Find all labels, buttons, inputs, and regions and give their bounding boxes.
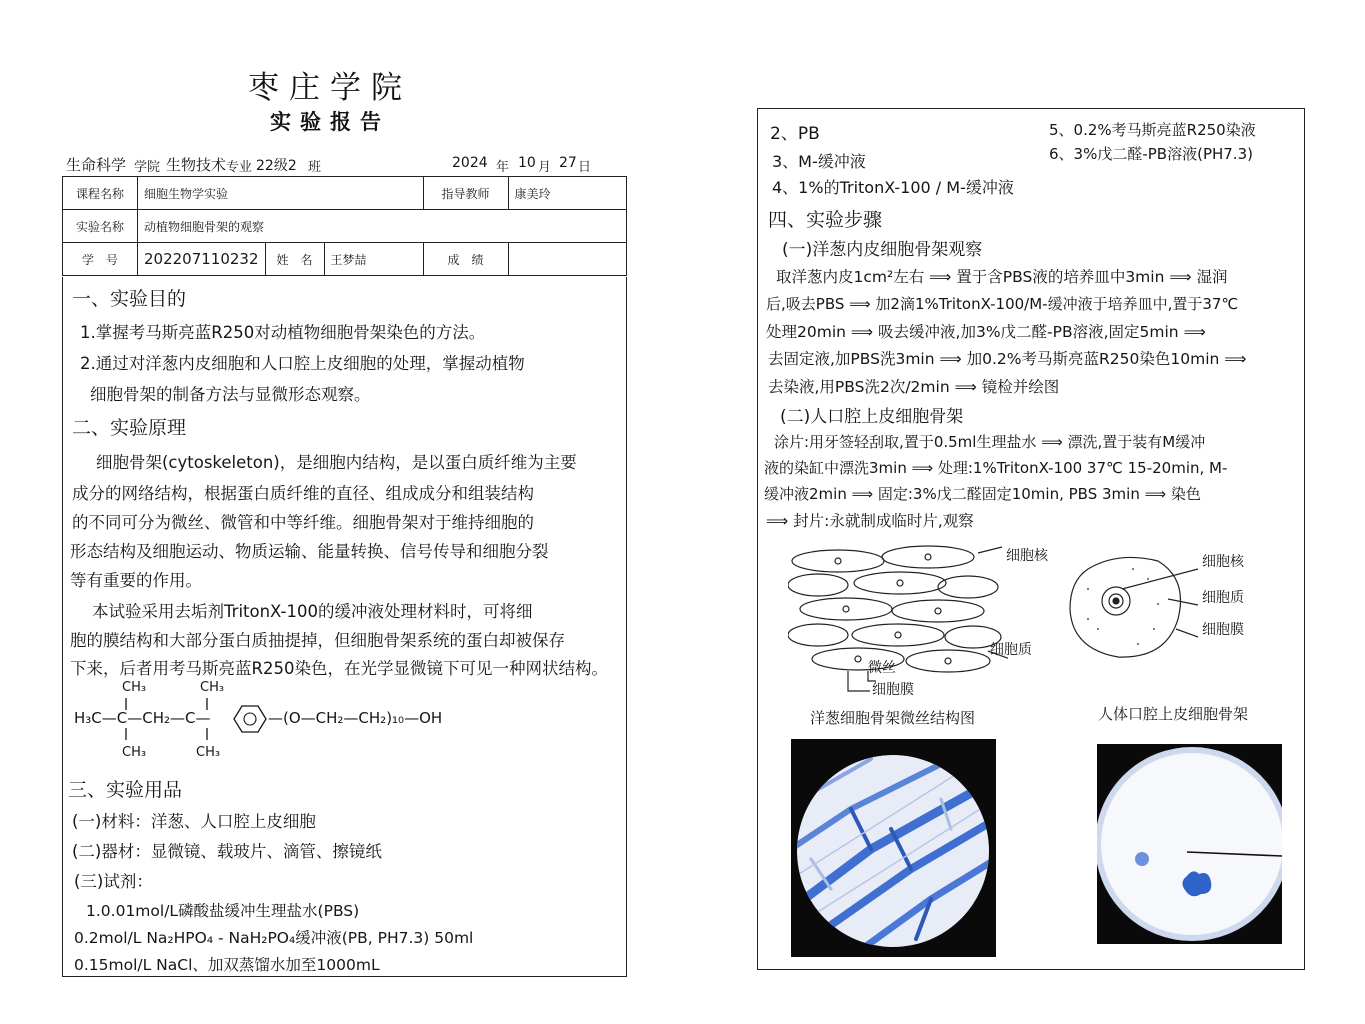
text-line: (二)器材：显微镜、载玻片、滴管、擦镜纸 [72,842,382,861]
caption-onion: 洋葱细胞骨架微丝结构图 [810,709,976,727]
text-line: 等有重要的作用。 [70,571,202,590]
report-meta [66,154,626,176]
month-value: 10 [518,155,536,171]
label-membrane-right: 细胞膜 [1202,622,1244,638]
step-line: 处理20min ⟹ 吸去缓冲液,加3%戊二醛-PB溶液,固定5min ⟹ [766,323,1206,341]
score-label: 成 绩 [423,243,508,276]
right-report-page [757,108,1305,970]
reagent-line: 6、3%戊二醛-PB溶液(PH7.3) [1049,145,1253,163]
text-line: (三)试剂： [74,872,153,891]
step-line: ⟹ 封片:永就制成临时片,观察 [766,512,974,530]
name-value: 王梦喆 [324,243,423,276]
major-value: 生物技术 [166,156,227,174]
formula-ch3-bottom-1: CH₃ [122,745,147,760]
step-line: 去染液,用PBS洗2次/2min ⟹ 镜检并绘图 [768,378,1060,396]
school-name: 枣庄学院 [248,70,412,106]
label-cytoplasm-left: 细胞质 [990,642,1032,658]
experiment-label: 实验名称 [63,210,138,243]
college-value: 生命科学 [66,156,127,174]
reagent-line: 3、M-缓冲液 [772,152,866,171]
section-heading-purpose: 一、实验目的 [72,288,187,310]
formula-ch3-top-2: CH₃ [200,680,225,695]
course-value: 细胞生物学实验 [138,177,424,210]
sub-heading-onion: (一)洋葱内皮细胞骨架观察 [782,240,983,260]
course-label: 课程名称 [63,177,138,210]
formula-ch3-bottom-2: CH₃ [196,745,221,760]
section-heading-steps: 四、实验步骤 [768,209,883,231]
formula-ch3-top-1: CH₃ [122,680,147,695]
text-line: 0.2mol/L Na₂HPO₄ - NaH₂PO₄缓冲液(PB, PH7.3) 50ml [74,929,474,947]
name-label: 姓 名 [265,243,324,276]
student-id-label: 学 号 [63,243,138,276]
text-line: 的不同可分为微丝、微管和中等纤维。细胞骨架对于维持细胞的 [72,513,534,532]
step-line: 去固定液,加PBS洗3min ⟹ 加0.2%考马斯亮蓝R250染色10min ⟹ [768,350,1247,368]
step-line: 涂片:用牙签轻刮取,置于0.5ml生理盐水 ⟹ 漂洗,置于装有M缓冲 [774,433,1206,451]
teacher-label: 指导教师 [423,177,508,210]
year-suffix: 年 [496,160,510,175]
onion-micrograph [791,739,996,957]
teacher-value: 康美玲 [508,177,626,210]
year-value: 2024 [452,155,488,171]
text-line: 本试验采用去垢剂TritonX-100的缓冲液处理材料时，可将细 [92,602,533,621]
cheek-micrograph [1097,744,1282,944]
step-line: 液的染缸中漂洗3min ⟹ 处理:1%TritonX-100 37℃ 15-20min, M- [764,459,1228,477]
score-value [508,243,626,276]
reagent-line: 2、PB [770,124,820,144]
step-line: 后,吸去PBS ⟹ 加2滴1%TritonX-100/M-缓冲液于培养皿中,置于37℃ [766,295,1239,313]
text-line: 2.通过对洋葱内皮细胞和人口腔上皮细胞的处理，掌握动植物 [80,354,525,373]
experiment-value: 动植物细胞骨架的观察 [138,210,627,243]
onion-cell-drawing [788,541,1008,701]
section-heading-principle: 二、实验原理 [72,417,187,439]
step-line: 取洋葱内皮1cm²左右 ⟹ 置于含PBS液的培养皿中3min ⟹ 湿润 [776,268,1228,286]
text-line: (一)材料：洋葱、人口腔上皮细胞 [72,812,316,831]
formula-tail: —(O—CH₂—CH₂)₁₀—OH [268,709,443,727]
formula-main-chain: H₃C—C—CH₂—C— [74,709,211,727]
sub-heading-human: (二)人口腔上皮细胞骨架 [780,407,964,427]
text-line: 0.15mol/L NaCl、加双蒸馏水加至1000mL [74,956,380,974]
class-suffix: 班 [308,160,322,175]
report-title: 实验报告 [270,109,390,134]
section-heading-materials: 三、实验用品 [68,779,183,801]
text-line: 1.0.01mol/L磷酸盐缓冲生理盐水(PBS) [86,902,360,920]
day-suffix: 日 [578,160,592,175]
student-id-value: 202207110232 [138,243,266,276]
text-line: 1.掌握考马斯亮蓝R250对动植物细胞骨架染色的方法。 [80,323,486,342]
label-nucleus-left: 细胞核 [1006,548,1048,564]
label-microfilament: 微丝 [868,660,896,676]
label-nucleus-right: 细胞核 [1202,554,1244,570]
reagent-line: 5、0.2%考马斯亮蓝R250染液 [1049,121,1256,139]
text-line: 下来，后者用考马斯亮蓝R250染色，在光学显微镜下可见一种网状结构。 [70,659,608,678]
left-report-page [0,0,660,1024]
report-info-table [62,176,627,276]
text-line: 细胞骨架(cytoskeleton)，是细胞内结构，是以蛋白质纤维为主要 [96,453,577,472]
text-line: 胞的膜结构和大部分蛋白质抽提掉，但细胞骨架系统的蛋白却被保存 [70,631,565,650]
month-suffix: 月 [538,160,552,175]
reagent-line: 4、1%的TritonX-100 / M-缓冲液 [772,178,1014,197]
class-value: 22级2 [256,158,297,174]
college-suffix: 学院 [134,160,161,175]
text-line: 成分的网络结构，根据蛋白质纤维的直径、组成成分和组装结构 [72,484,534,503]
caption-human: 人体口腔上皮细胞骨架 [1098,705,1249,723]
cheek-cell-drawing [1058,549,1208,669]
text-line: 形态结构及细胞运动、物质运输、能量转换、信号传导和细胞分裂 [70,542,549,561]
major-suffix: 专业 [226,160,253,175]
text-line: 细胞骨架的制备方法与显微形态观察。 [90,385,371,404]
label-membrane-left: 细胞膜 [872,682,914,698]
label-cytoplasm-right: 细胞质 [1202,590,1244,606]
day-value: 27 [559,155,577,171]
step-line: 缓冲液2min ⟹ 固定:3%戊二醛固定10min, PBS 3min ⟹ 染色 [764,485,1201,503]
